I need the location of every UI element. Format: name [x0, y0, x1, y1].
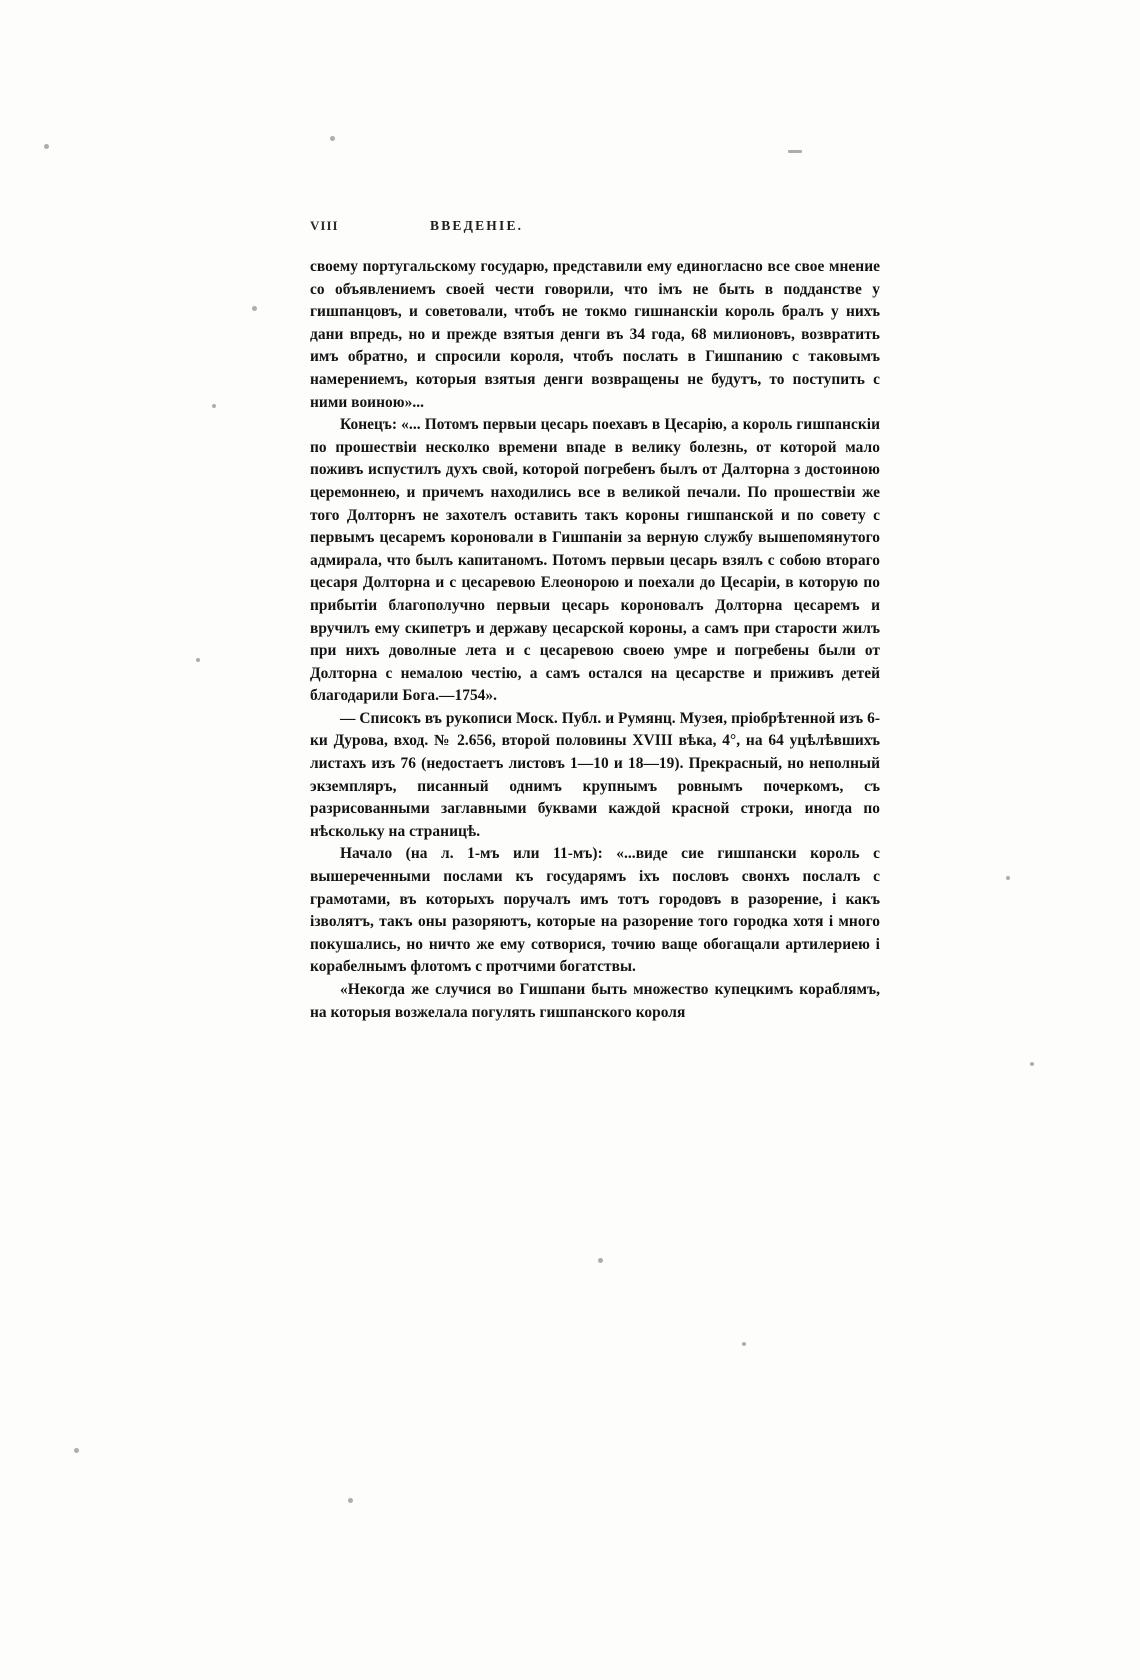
- scan-speck: [196, 658, 200, 662]
- paragraph: Начало (на л. 1-мъ или 11-мъ): «...виде сие гишпански король с вышереченными послами къ государямъ іхъ пословъ свонхъ послалъ с грамотами, въ которыхъ поручалъ имъ тотъ городовъ в разорение, і какъ ізволятъ, такъ оны разоряютъ, которые на разорение того городка хотя і много покушались, но ничто же ему сотворися, точию ваще обогащали артилериею і корабелнымъ флотомъ с протчими богатствы.: [310, 845, 880, 976]
- scan-speck: [742, 1342, 746, 1346]
- scan-speck: [1030, 1062, 1034, 1066]
- folio-number: VIII: [310, 218, 339, 233]
- scan-speck: [212, 404, 216, 408]
- paragraph: Конецъ: «... Потомъ первыи цесарь поехавъ в Цесарію, а король гишпанскіи по прошествіи несколко времени впаде в велику болезнь, от которой мало поживъ испустилъ духъ свой, которой погребенъ былъ от Далторна з достоиною церемоннею, и причемъ находились все в великой печали. По прошествіи же того Долторнъ не захотелъ оставить такъ короны гишпанской и по совету с первымъ цесаремъ короновали в Гишпаніи за верную службу вышепомянутого адмирала, что былъ капитаномъ. Потомъ первыи цесарь взялъ с собою втораго цесаря Долторна и с цесаревою Елеонорою и поехали до Цесаріи, в которую по прибытіи благополучно первыи цесарь короновалъ Долторна цесаремъ и вручилъ ему скипетръ и державу цесарской короны, а самъ при старости жилъ при нихъ доволные лета и с цесаревою своею умре и погребены были от Долторна с немалою честію, а самъ остался на цесарстве и приживъ детей благодарили Бога.—1754».: [310, 416, 880, 705]
- scan-speck: [330, 136, 335, 141]
- scan-speck: [348, 1498, 353, 1503]
- scan-speck: [74, 1448, 79, 1453]
- paragraph: «Некогда же случися во Гишпани быть множество купецкимъ кораблямъ, на которыя возжелала погулять гишпанского короля: [310, 981, 880, 1021]
- paragraph: — Списокъ въ рукописи Моск. Публ. и Румянц. Музея, пріобрѣтенной изъ 6-ки Дурова, вход. № 2.656, второй половины XVIII вѣка, 4°, на 64 уцѣлѣвшихъ листахъ изъ 76 (недостаетъ листовъ 1—10 и 18—19). Прекрасный, но неполный экземпляръ, писанный однимъ крупнымъ ровнымъ почеркомъ, съ разрисованными заглавными буквами каждой красной строки, иногда по нѣскольку на страницѣ.: [310, 709, 880, 840]
- scan-speck: [252, 306, 257, 311]
- paragraph: своему португальскому государю, представили ему единогласно все свое мнение со объявлениемъ своей чести говорили, что імъ не быть в подданстве у гишпанцовъ, и советовали, чтобъ не токмо гишнанскіи король бралъ у нихъ дани впредь, но и прежде взятыя денги въ 34 года, 68 милионовъ, возвратить имъ обратно, и спросили короля, чтобъ послать в Гишпанию с таковымъ намерениемъ, которыя взятыя денги возвращены не будутъ, то поступить с ними воиною»...: [310, 258, 880, 411]
- page-header: [310, 218, 880, 234]
- scan-speck: [788, 150, 802, 153]
- running-head: ВВЕДЕНІЕ.: [430, 218, 524, 233]
- scan-speck: [1006, 876, 1010, 880]
- scan-speck: [44, 144, 49, 149]
- scan-speck: [598, 1258, 603, 1263]
- page-text-column: [310, 218, 880, 1024]
